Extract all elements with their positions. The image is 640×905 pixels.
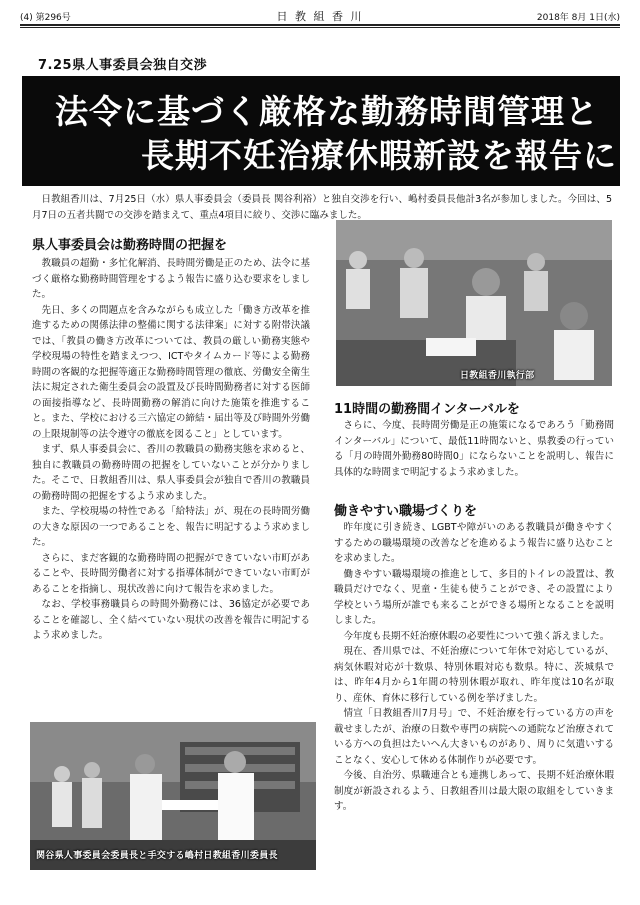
right-paragraph: 今後、自治労、県職連合とも連携しあって、長期不妊治療休暇制度が新設されるよう、日教組香川は最大限の取組をしていきます。 xyxy=(334,770,614,812)
executive-meeting-photo-image xyxy=(336,220,612,386)
header-rule-thin xyxy=(20,27,620,28)
left-heading: 県人事委員会は勤務時間の把握を xyxy=(32,238,228,253)
masthead: 日 教 組 香 川 xyxy=(276,10,364,23)
right-heading-interval: 11時間の勤務間インターバルを xyxy=(334,402,520,417)
lead-paragraph xyxy=(32,192,612,223)
right-paragraph: 情宣「日教組香川7月号」で、不妊治療を行っている方の声を載せましたが、治療の日数や専門の病院への通院など治療されている方への負担はたいへん大きいものがあり、周りに気遣いすることなく、安心して休める体制作りが必要です。 xyxy=(334,708,614,766)
issue-number: (4) 第296号 xyxy=(20,13,71,23)
right-section-workplace xyxy=(334,520,614,815)
right-paragraph: 昨年度に引き続き、LGBTや障がいのある教職員が働きやすくするための職場環境の改善などを進めるよう報告に盛り込むことを求めました。 xyxy=(334,522,614,564)
right-section-interval xyxy=(334,418,614,480)
left-paragraph: まず、県人事委員会に、香川の教職員の勤務実態を求めると、独自に教職員の勤務時間の把握をしていないことが分かりました。そこで、日教組香川は、県人事委員会が独自で香川の教職員の勤務時間の把握をするよう求めました。 xyxy=(32,444,310,502)
lead-text: 日教組香川は、7月25日（水）県人事委員会（委員長 関谷利裕）と独自交渉を行い、嶋村委員長他計3名が参加しました。今回は、5月7日の五者共闘での交渉を踏まえて、重点4項目に絞り、交渉に臨みました。 xyxy=(32,194,612,221)
handover-photo xyxy=(30,722,316,870)
article-kicker: 7.25県人事委員会独自交渉 xyxy=(38,58,208,73)
handover-photo-caption: 関谷県人事委員会委員長と手交する嶋村日教組香川委員長 xyxy=(36,851,278,861)
headline-line-2: 長期不妊治療休暇新設を報告に xyxy=(141,136,617,175)
left-body xyxy=(32,256,310,644)
right-heading-workplace: 働きやすい職場づくりを xyxy=(334,504,478,519)
header-rule xyxy=(20,24,620,26)
executive-photo-caption: 日教組香川執行部 xyxy=(460,371,535,381)
headline-line-1: 法令に基づく厳格な勤務時間管理と xyxy=(55,92,599,131)
right-paragraph: 現在、香川県では、不妊治療について年休で対応しているが、病気休暇対応が十数県、特別休暇対応も数県。特に、茨城県では、昨年4月から1年間の特別休暇が取れ、昨年度は10名が取り、産休、育休に移行している例を挙げました。 xyxy=(334,646,614,704)
right-paragraph: さらに、今度、長時間労働是正の施策になるであろう「勤務間インターバル」について、最低11時間ないと、県教委の行っている「月の時間外勤務80時間0」にならないことを説明し、報告に具体的な時間まで明記するよう求めました。 xyxy=(334,420,614,478)
left-paragraph: なお、学校事務職員らの時間外勤務には、36協定が必要であることを確認し、全く結べていない現状の改善を報告に明記するよう求めました。 xyxy=(32,599,310,641)
issue-date: 2018年 8月 1日(水) xyxy=(536,13,620,23)
left-paragraph: 教職員の超勤・多忙化解消、長時間労働是正のため、法令に基づく厳格な勤務時間管理をするよう報告に盛り込む要求をしました。 xyxy=(32,258,310,300)
right-paragraph: 今年度も長期不妊治療休暇の必要性について強く訴えました。 xyxy=(343,630,610,642)
left-paragraph: さらに、まだ客観的な勤務時間の把握ができていない市町があることや、長時間労働者に対する指導体制ができていない市町があることを指摘し、現状改善に向けて報告を求めました。 xyxy=(32,552,310,595)
left-paragraph: 先日、多くの問題点を含みながらも成立した「働き方改革を推進するための関係法律の整備に関する法律案」に対する附帯決議では、「教員の働き方改革については、教員の厳しい勤務実態や学校現場の特性を踏まえつつ、ICTやタイムカード等による勤務時間の客観的な把握等適正な勤務時間管理の徹底、労働安全衛生法に規定された衛生委員会の設置及び長時間勤務者に対する医師の面接指導など、長時間勤務の解消に向けた施策を推進すること。また、学校における三六協定の締結・届出等及び時間外労働の上限規制等の法令遵守の徹底を図ること」としています。 xyxy=(32,304,310,440)
executive-meeting-photo xyxy=(336,220,612,386)
right-paragraph: 働きやすい職場環境の推進として、多目的トイレの設置は、教職員だけでなく、児童・生徒も使うことができ、その設置により学校という場所が誰でも来ることができる場所となることを説明しました。 xyxy=(334,568,614,626)
left-paragraph: また、学校現場の特性である「給特法」が、現在の長時間労働の大きな原因の一つであることを、報告に明記するよう求めました。 xyxy=(32,506,310,548)
